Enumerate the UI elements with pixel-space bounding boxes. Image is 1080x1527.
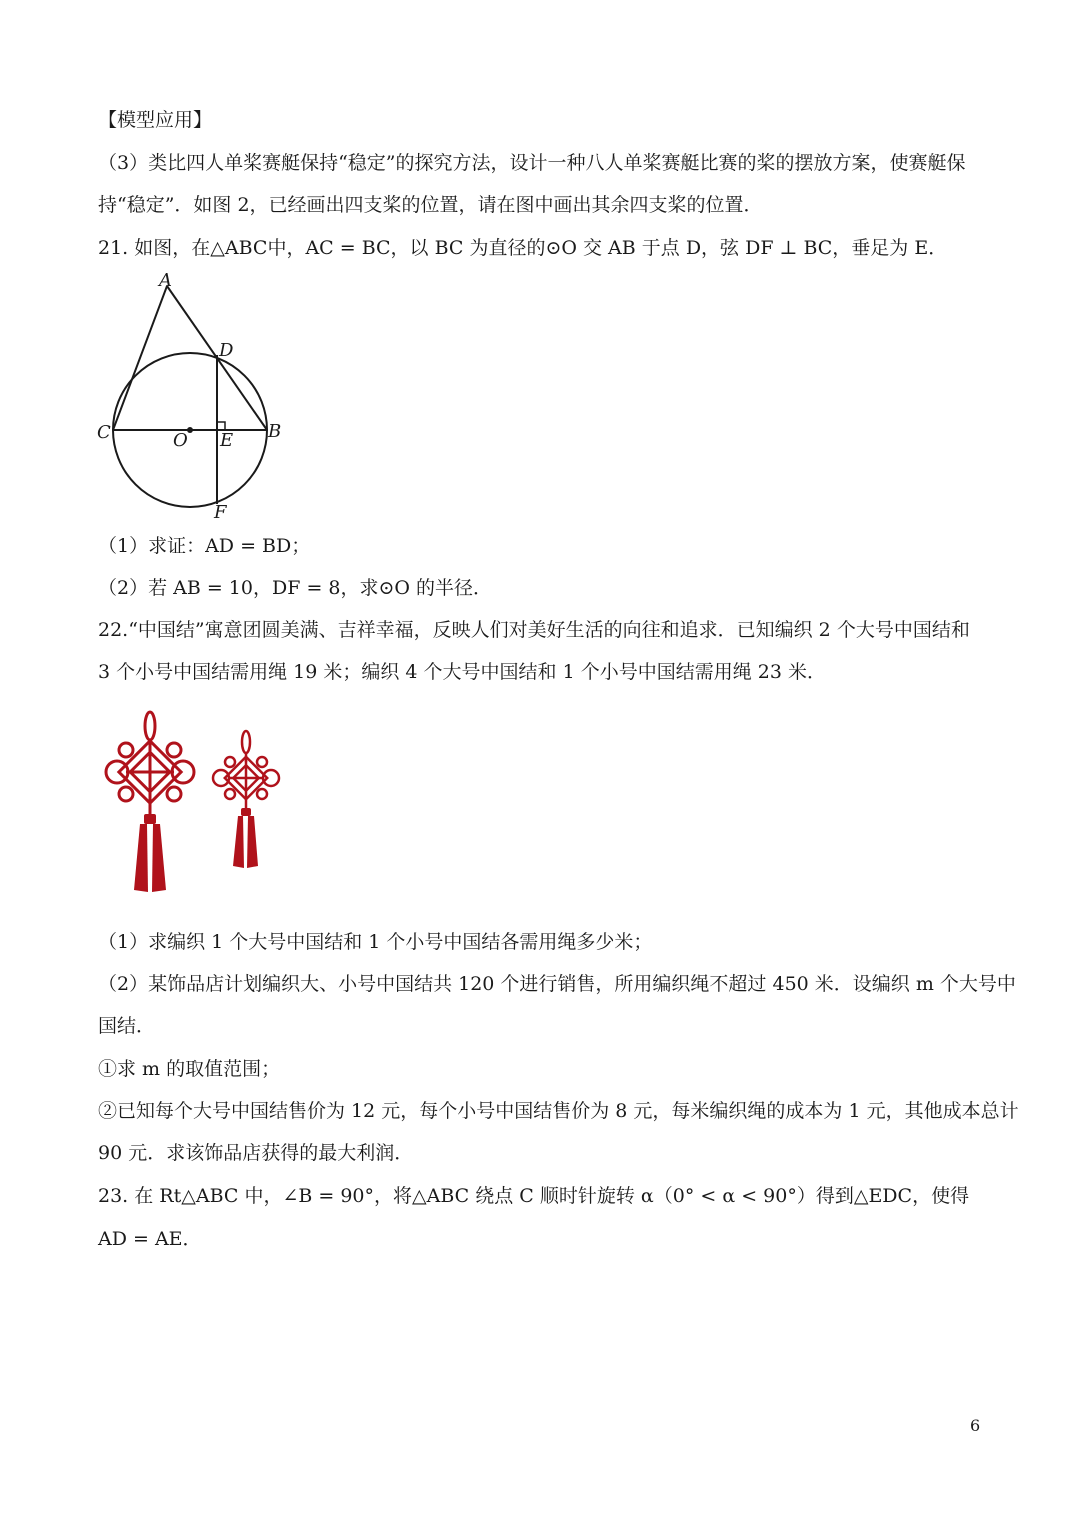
label-e: E: [220, 430, 234, 451]
text-line: （3）类比四人单桨赛艇保持“稳定”的探究方法，设计一种八人单桨赛艇比赛的桨的摆放方案，使赛艇保: [98, 152, 966, 174]
question-21-part-2: （2）若 AB = 10，DF = 8，求⊙O 的半径．: [98, 577, 493, 599]
text-line: 3 个小号中国结需用绳 19 米；编织 4 个大号中国结和 1 个小号中国结需用绳 23 米．: [98, 661, 826, 683]
chinese-knots-image: [100, 708, 285, 898]
small-knot-icon: [213, 731, 279, 810]
large-knot-icon: [106, 712, 194, 816]
text-line: 持“稳定”．如图 2，已经画出四支桨的位置，请在图中画出其余四支桨的位置．: [98, 194, 763, 216]
label-f: F: [214, 502, 227, 523]
question-22-part-2: （2）某饰品店计划编织大、小号中国结共 120 个进行销售，所用编织绳不超过 450 米．设编织 m 个大号中: [98, 973, 1016, 995]
page-number: 6: [970, 1416, 981, 1435]
question-23-stem: 23. 在 Rt△ABC 中，∠B = 90°，将△ABC 绕点 C 顺时针旋转 α（0° < α < 90°）得到△EDC，使得: [98, 1185, 970, 1207]
question-22-sub-1: ①求 m 的取值范围；: [98, 1058, 281, 1080]
section-heading: 【模型应用】: [98, 109, 213, 131]
label-c: C: [97, 422, 111, 443]
segment-ca: [113, 286, 167, 430]
label-o: O: [173, 430, 188, 451]
text-line: 国结．: [98, 1015, 156, 1037]
question-21-stem: 21. 如图，在△ABC中，AC = BC，以 BC 为直径的⊙O 交 AB 于点 D，弦 DF ⊥ BC，垂足为 E．: [98, 237, 948, 259]
label-a: A: [159, 270, 172, 291]
center-point: [187, 427, 193, 433]
large-knot-tassels: [134, 814, 166, 892]
question-21-part-1: （1）求证：AD = BD；: [98, 535, 311, 557]
right-angle-mark: [217, 422, 225, 430]
text-line: 90 元．求该饰品店获得的最大利润．: [98, 1142, 414, 1164]
label-d: D: [219, 340, 234, 361]
label-b: B: [268, 421, 282, 442]
question-22-stem: 22.“中国结”寓意团圆美满、吉祥幸福，反映人们对美好生活的向往和追求．已知编织 2 个大号中国结和: [98, 619, 970, 641]
geometry-figure: [95, 268, 295, 523]
text-line: AD = AE．: [98, 1228, 202, 1250]
question-22-sub-2: ②已知每个大号中国结售价为 12 元，每个小号中国结售价为 8 元，每米编织绳的成本为 1 元，其他成本总计: [98, 1100, 1019, 1122]
small-knot-tassels: [233, 808, 258, 868]
question-22-part-1: （1）求编织 1 个大号中国结和 1 个小号中国结各需用绳多少米；: [98, 931, 653, 953]
